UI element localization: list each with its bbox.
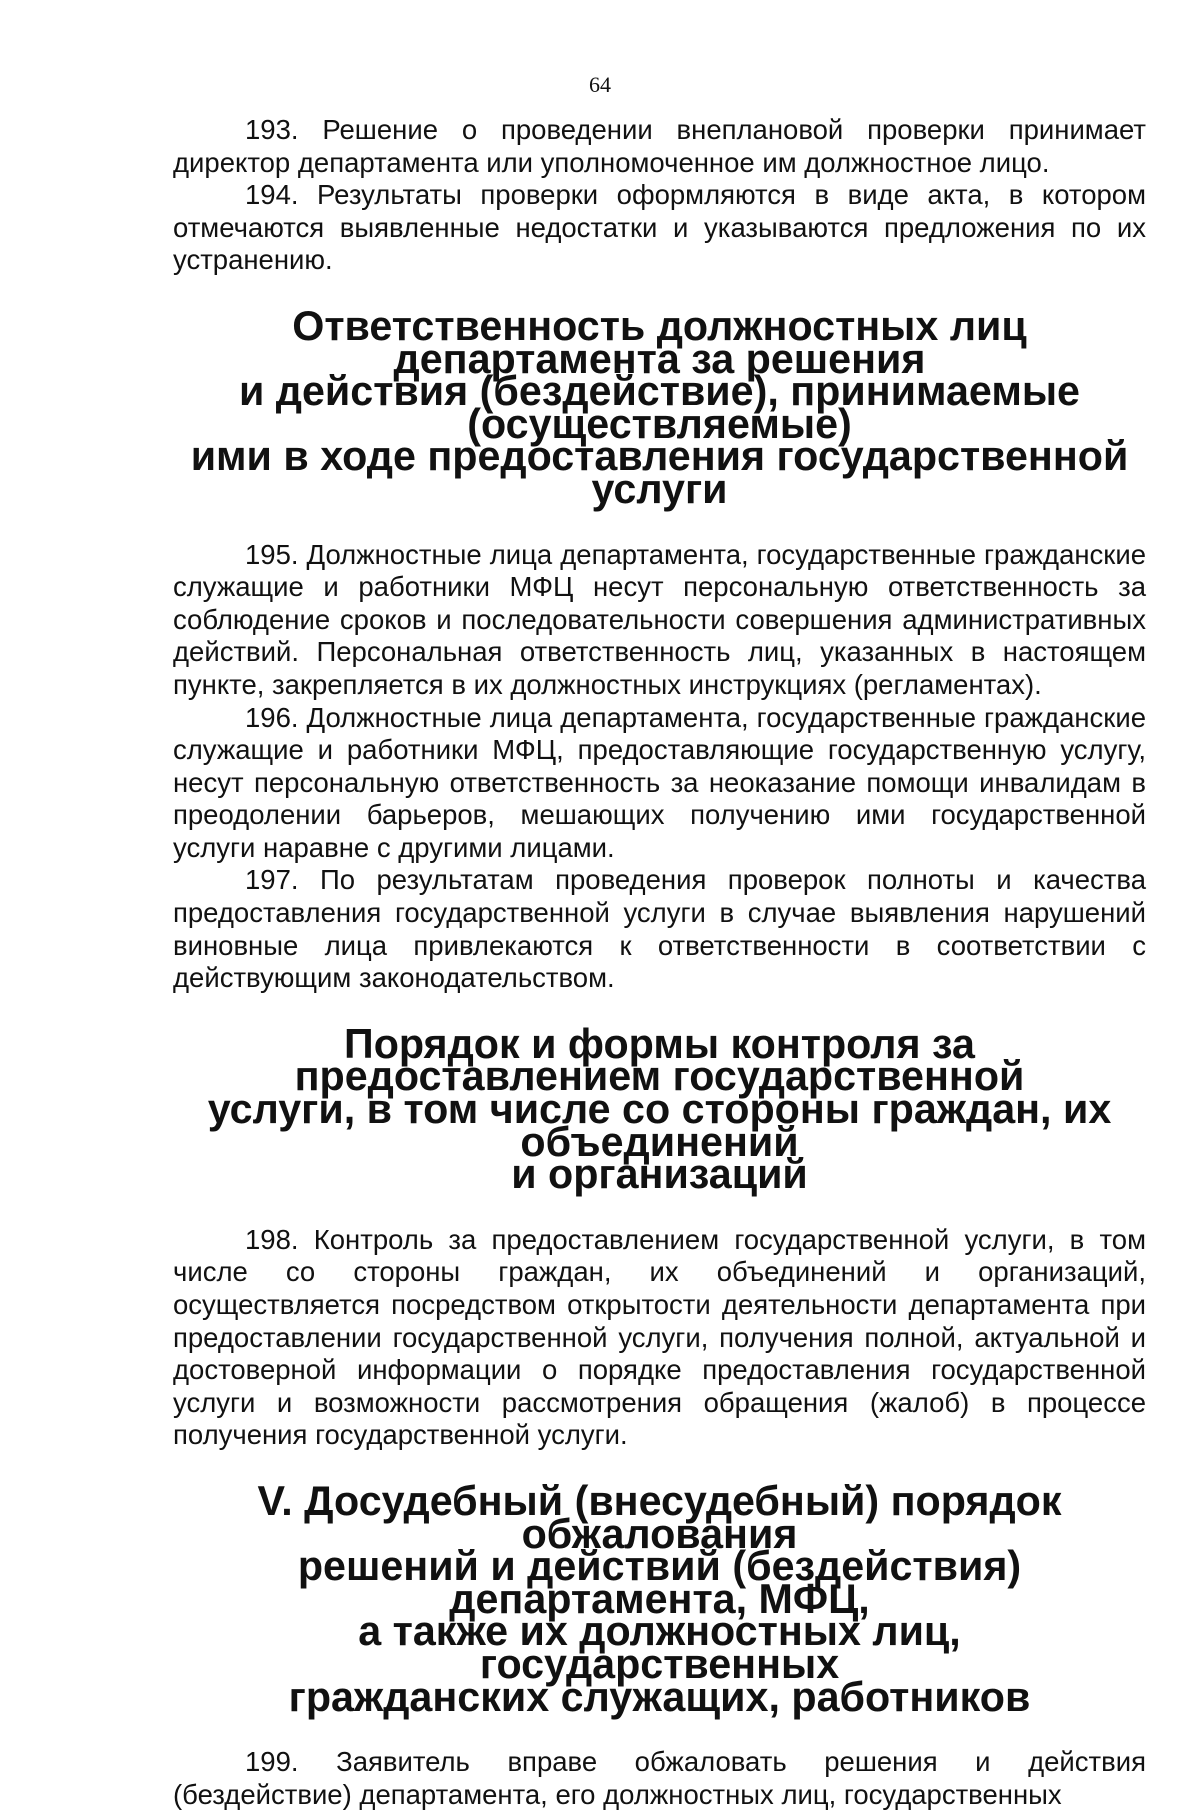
page-number: 64 xyxy=(589,72,611,97)
heading-line: V. Досудебный (внесудебный) порядок обжалования xyxy=(257,1477,1062,1557)
paragraph-196: 196. Должностные лица департамента, государственные гражданские служащие и работники МФЦ, предоставляющие государственную услугу, несут персональную ответственность за неоказание помощи инвалидам в преодолении барьеров, мешающих получению ими государственной услуги наравне с другими лицами. xyxy=(173,701,1146,863)
paragraph-197: 197. По результатам проведения проверок полноты и качества предоставления государственной услуги в случае выявления нарушений виновные лица привлекаются к ответственности в соответствии с действующим законодательством. xyxy=(173,864,1146,994)
paragraph-194: 194. Результаты проверки оформляются в виде акта, в котором отмечаются выявленные недостатки и указываются предложения по их устранению. xyxy=(173,179,1146,276)
heading-line: ими в ходе предоставления государственной услуги xyxy=(190,433,1129,512)
heading-line: услуги, в том числе со стороны граждан, их объединений xyxy=(207,1086,1112,1165)
spacer xyxy=(173,1713,1146,1746)
section-heading-control xyxy=(173,1020,1146,1198)
paragraph-198: 198. Контроль за предоставлением государственной услуги, в том числе со стороны граждан, их объединений и организаций, осуществляется посредством открытости деятельности департамента при предоставлении государственной услуги, получения полной, актуальной и достоверной информации о порядке предоставления государственной услуги и возможности рассмотрения обращения (жалоб) в процессе получения государственной услуги. xyxy=(173,1223,1146,1451)
heading-line: гражданских служащих, работников xyxy=(288,1673,1031,1720)
section-heading-appeal xyxy=(173,1477,1146,1720)
section-heading-responsibility xyxy=(173,302,1146,512)
paragraph-195: 195. Должностные лица департамента, государственные гражданские служащие и работники МФЦ несут персональную ответственность за соблюдение сроков и последовательности совершения административных действий. Персональная ответственность лиц, указанных в настоящем пункте, закрепляется в их должностных инструкциях (регламентах). xyxy=(173,538,1146,700)
heading-line: и организаций xyxy=(511,1151,808,1198)
heading-line: Порядок и формы контроля за предоставлением государственной xyxy=(294,1020,1025,1100)
paragraph-193: 193. Решение о проведении внеплановой проверки принимает директор департамента или уполномоченное им должностное лицо. xyxy=(173,114,1146,178)
heading-line: а также их должностных лиц, государственных xyxy=(358,1608,961,1687)
heading-line: и действия (бездействие), принимаемые (осуществляемые) xyxy=(238,368,1081,447)
heading-line: Ответственность должностных лиц департамента за решения xyxy=(292,302,1027,382)
document-body xyxy=(173,114,1146,1811)
paragraph-199: 199. Заявитель вправе обжаловать решения и действия (бездействие) департамента, его должностных лиц, государственных xyxy=(173,1746,1146,1810)
heading-line: решений и действий (бездействия) департамента, МФЦ, xyxy=(297,1543,1022,1622)
